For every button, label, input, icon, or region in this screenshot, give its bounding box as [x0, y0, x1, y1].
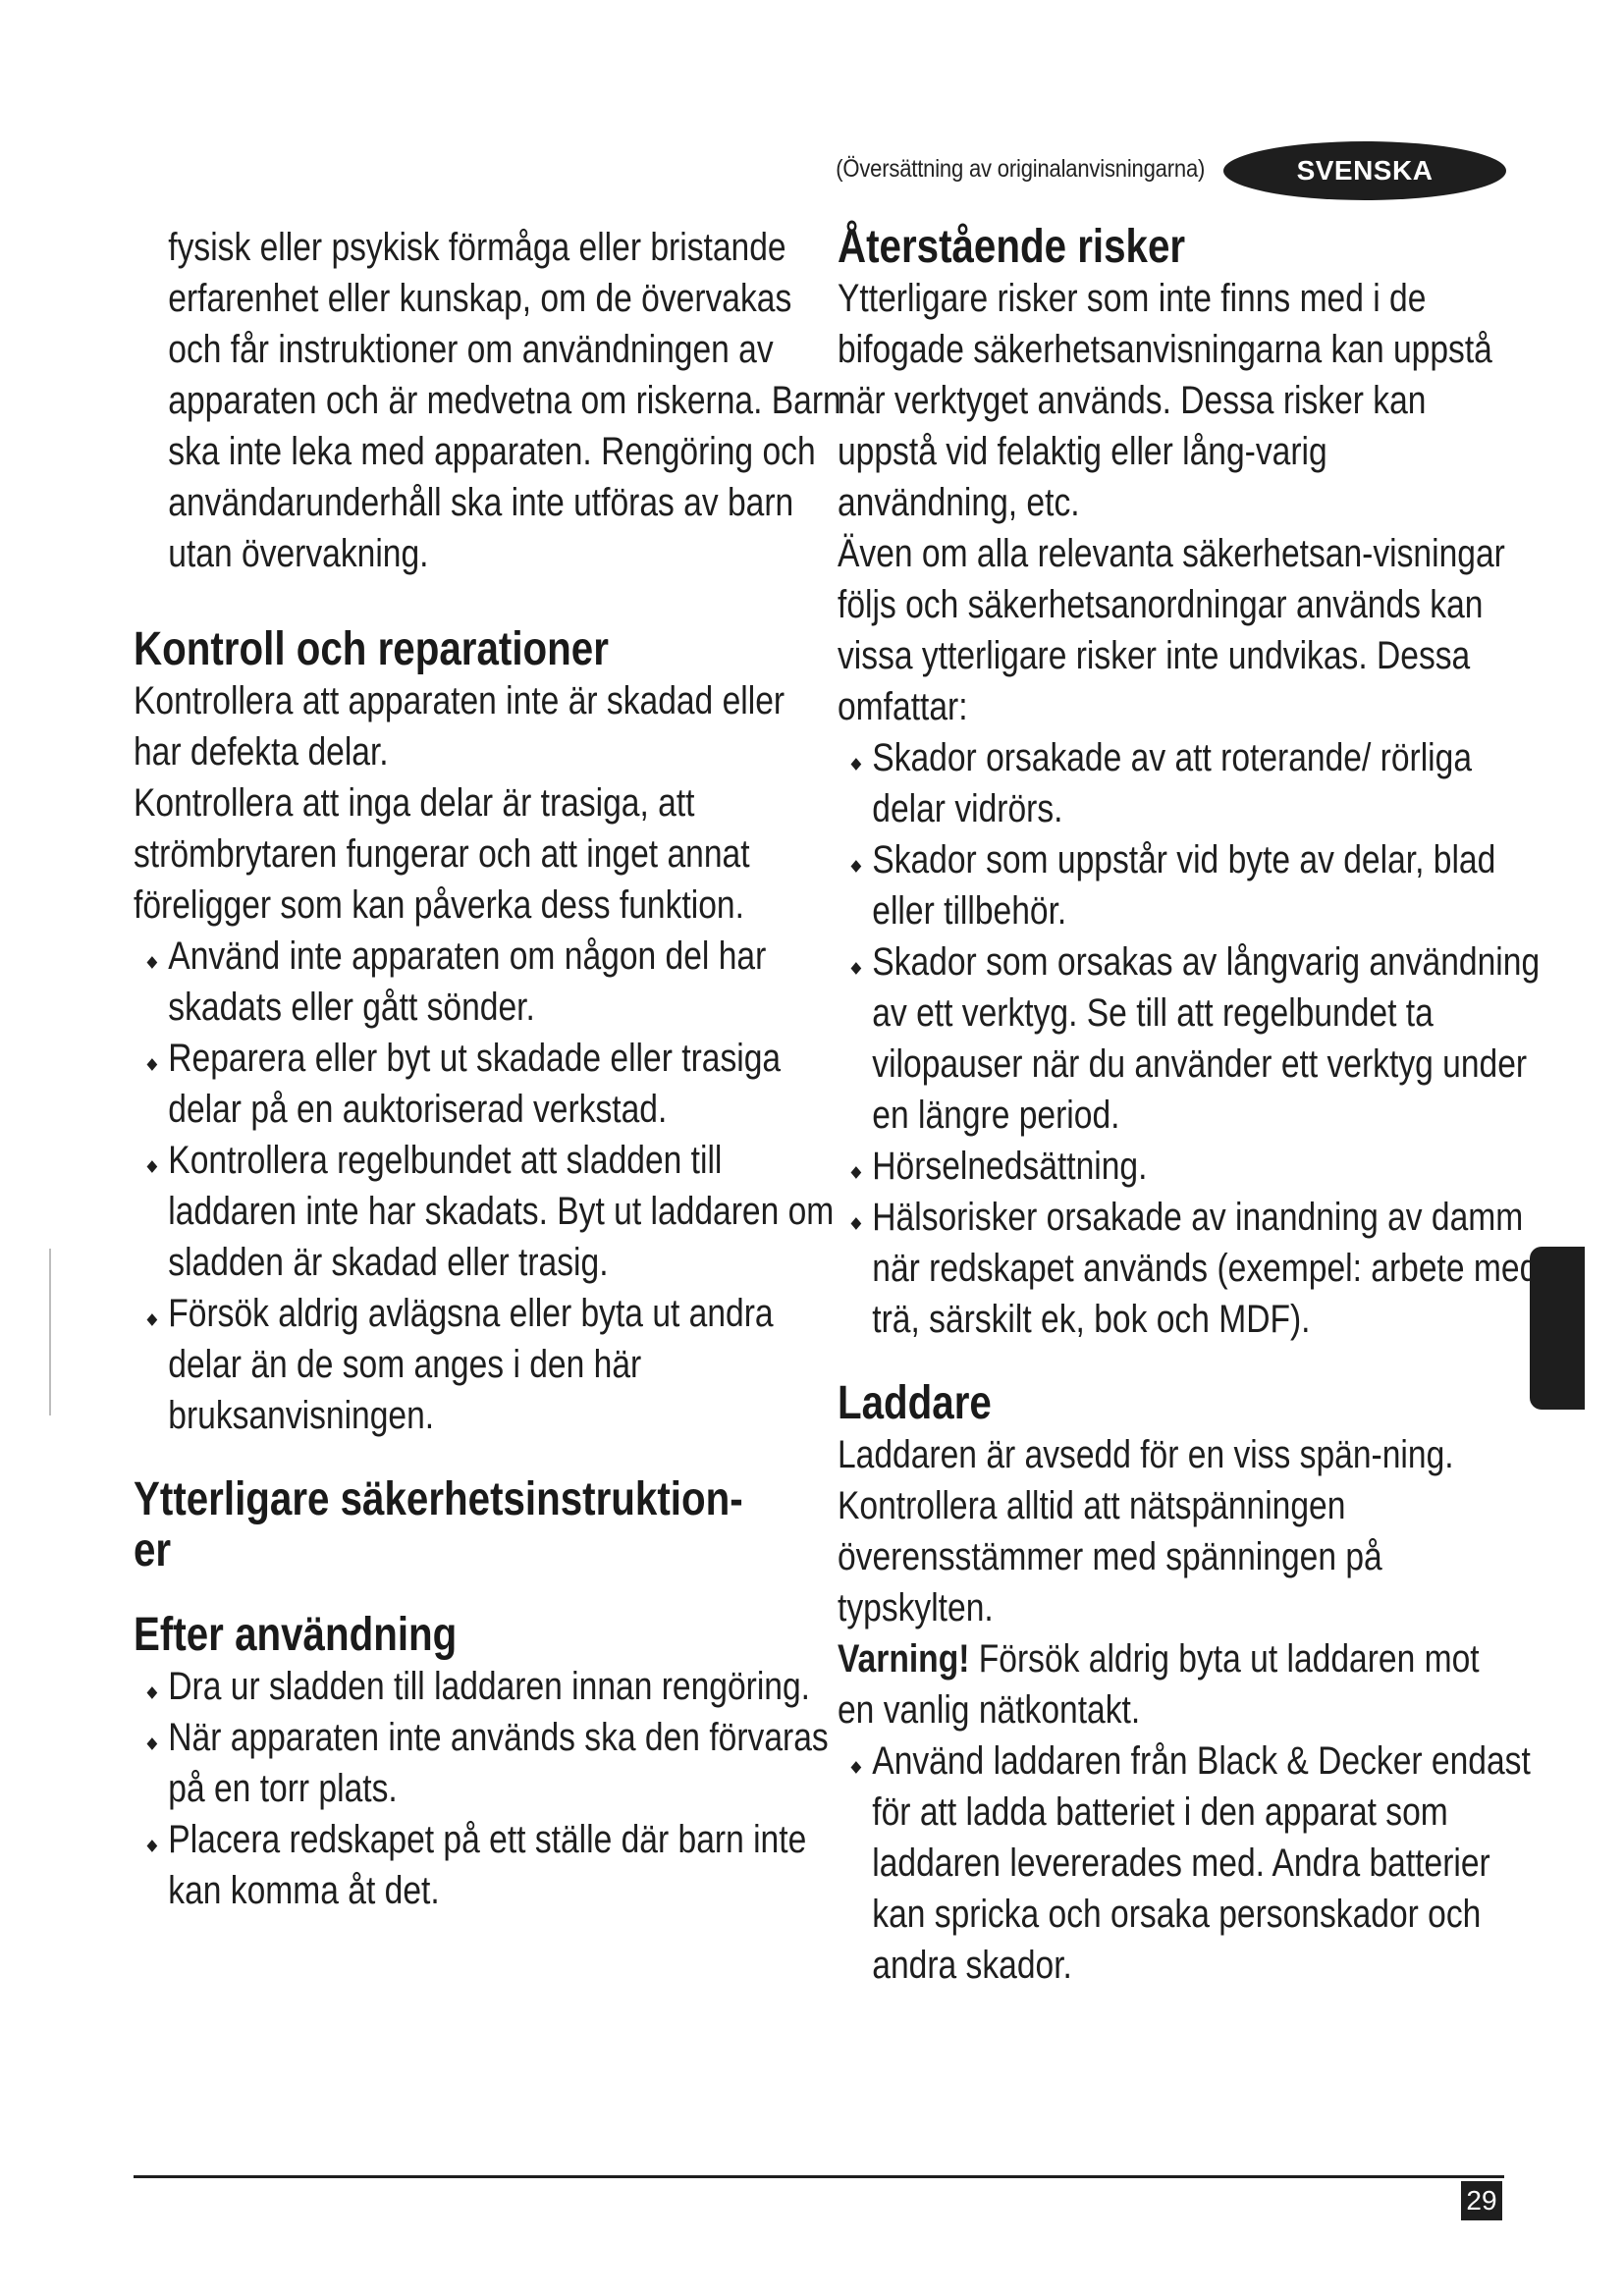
- heading-efter: Efter användning: [134, 1609, 458, 1661]
- list-item: Använd inte apparaten om någon del har skadats eller gått sönder.: [134, 931, 845, 1033]
- list-item: Skador orsakade av att roterande/ rörliga delar vidrörs.: [838, 732, 1549, 834]
- laddare-paragraph-1: Laddaren är avsedd för en viss spän-ning. Kontrollera alltid att nätspänningen överensstämmer med spänningen på typskylten.: [838, 1433, 1454, 1629]
- list-item: Försök aldrig avlägsna eller byta ut andra delar än de som anges i den här bruksanvisningen.: [134, 1288, 845, 1441]
- diamond-bullet-icon: [147, 1313, 158, 1326]
- list-item: Skador som uppstår vid byte av delar, blad eller tillbehör.: [838, 834, 1549, 936]
- warning-label: Varning!: [838, 1637, 970, 1681]
- kontroll-paragraph-2: Kontrollera att inga delar är trasiga, att strömbrytaren fungerar och att inget annat föreligger som kan påverka dess funktion.: [134, 781, 750, 927]
- list-item: Dra ur sladden till laddaren innan rengöring.: [134, 1661, 845, 1712]
- efter-bullet-list: [134, 1661, 829, 1916]
- heading-laddare: Laddare: [838, 1377, 992, 1429]
- diamond-bullet-icon: [147, 1058, 158, 1071]
- margin-line: [49, 1249, 51, 1415]
- laddare-bullet-list: [838, 1735, 1531, 1991]
- diamond-bullet-icon: [851, 1166, 862, 1179]
- diamond-bullet-icon: [147, 956, 158, 969]
- kontroll-paragraph-1: Kontrollera att apparaten inte är skadad eller har defekta delar.: [134, 679, 785, 774]
- heading-ytterligare: Ytterligare säkerhetsinstruktion- er: [134, 1473, 743, 1576]
- page-number: 29: [1461, 2181, 1502, 2220]
- right-column: [838, 221, 1541, 1991]
- laddare-warning: [838, 1633, 1515, 1735]
- list-item: Reparera eller byt ut skadade eller trasiga delar på en auktoriserad verkstad.: [134, 1033, 845, 1135]
- diamond-bullet-icon: [851, 758, 862, 771]
- heading-aterstaende: Återstående risker: [838, 221, 1186, 273]
- footer-rule: [134, 2175, 1504, 2178]
- diamond-bullet-icon: [851, 1217, 862, 1230]
- diamond-bullet-icon: [147, 1160, 158, 1173]
- translation-note: (Översättning av originalanvisningarna): [836, 155, 1205, 183]
- list-item: När apparaten inte används ska den förvaras på en torr plats.: [134, 1712, 845, 1814]
- list-item: Hörselnedsättning.: [838, 1141, 1549, 1192]
- intro-paragraph: fysisk eller psykisk förmåga eller bristande erfarenhet eller kunskap, om de övervakas och får instruktioner om användningen av apparaten och är medvetna om riskerna. Barn ska inte leka med apparaten. Rengöring och användarunderhåll ska inte utföras av barn utan övervakning.: [168, 226, 841, 575]
- diamond-bullet-icon: [147, 1840, 158, 1852]
- list-item: Använd laddaren från Black & Decker endast för att ladda batteriet i den apparat som laddaren levererades med. Andra batterier kan spricka och orsaka personskador och andra skador.: [838, 1735, 1549, 1991]
- diamond-bullet-icon: [851, 962, 862, 975]
- language-badge: SVENSKA: [1223, 141, 1506, 200]
- heading-kontroll: Kontroll och reparationer: [134, 623, 609, 675]
- diamond-bullet-icon: [147, 1737, 158, 1750]
- diamond-bullet-icon: [147, 1686, 158, 1699]
- list-item: Hälsorisker orsakade av inandning av damm när redskapet används (exempel: arbete med trä, särskilt ek, bok och MDF).: [838, 1192, 1549, 1345]
- list-item: Skador som orsakas av långvarig användning av ett verktyg. Se till att regelbundet ta vilopauser när du använder ett verktyg under en längre period.: [838, 936, 1549, 1141]
- aterstaende-bullet-list: [838, 732, 1541, 1345]
- diamond-bullet-icon: [851, 860, 862, 873]
- diamond-bullet-icon: [851, 1761, 862, 1774]
- warning-text: Försök aldrig byta ut laddaren mot en vanlig nätkontakt.: [838, 1637, 1480, 1732]
- kontroll-bullet-list: [134, 931, 835, 1441]
- list-item: Kontrollera regelbundet att sladden till laddaren inte har skadats. Byt ut laddaren om sladden är skadad eller trasig.: [134, 1135, 845, 1288]
- aterstaende-paragraph-2: Även om alla relevanta säkerhetsan-visningar följs och säkerhetsanordningar används kan vissa ytterligare risker inte undvikas. Dessa omfattar:: [838, 532, 1505, 728]
- list-item: Placera redskapet på ett ställe där barn inte kan komma åt det.: [134, 1814, 845, 1916]
- aterstaende-paragraph-1: Ytterligare risker som inte finns med i de bifogade säkerhetsanvisningarna kan uppstå när verktyget används. Dessa risker kan uppstå vid felaktig eller lång-varig användning, etc.: [838, 277, 1492, 524]
- left-column: [134, 222, 841, 1916]
